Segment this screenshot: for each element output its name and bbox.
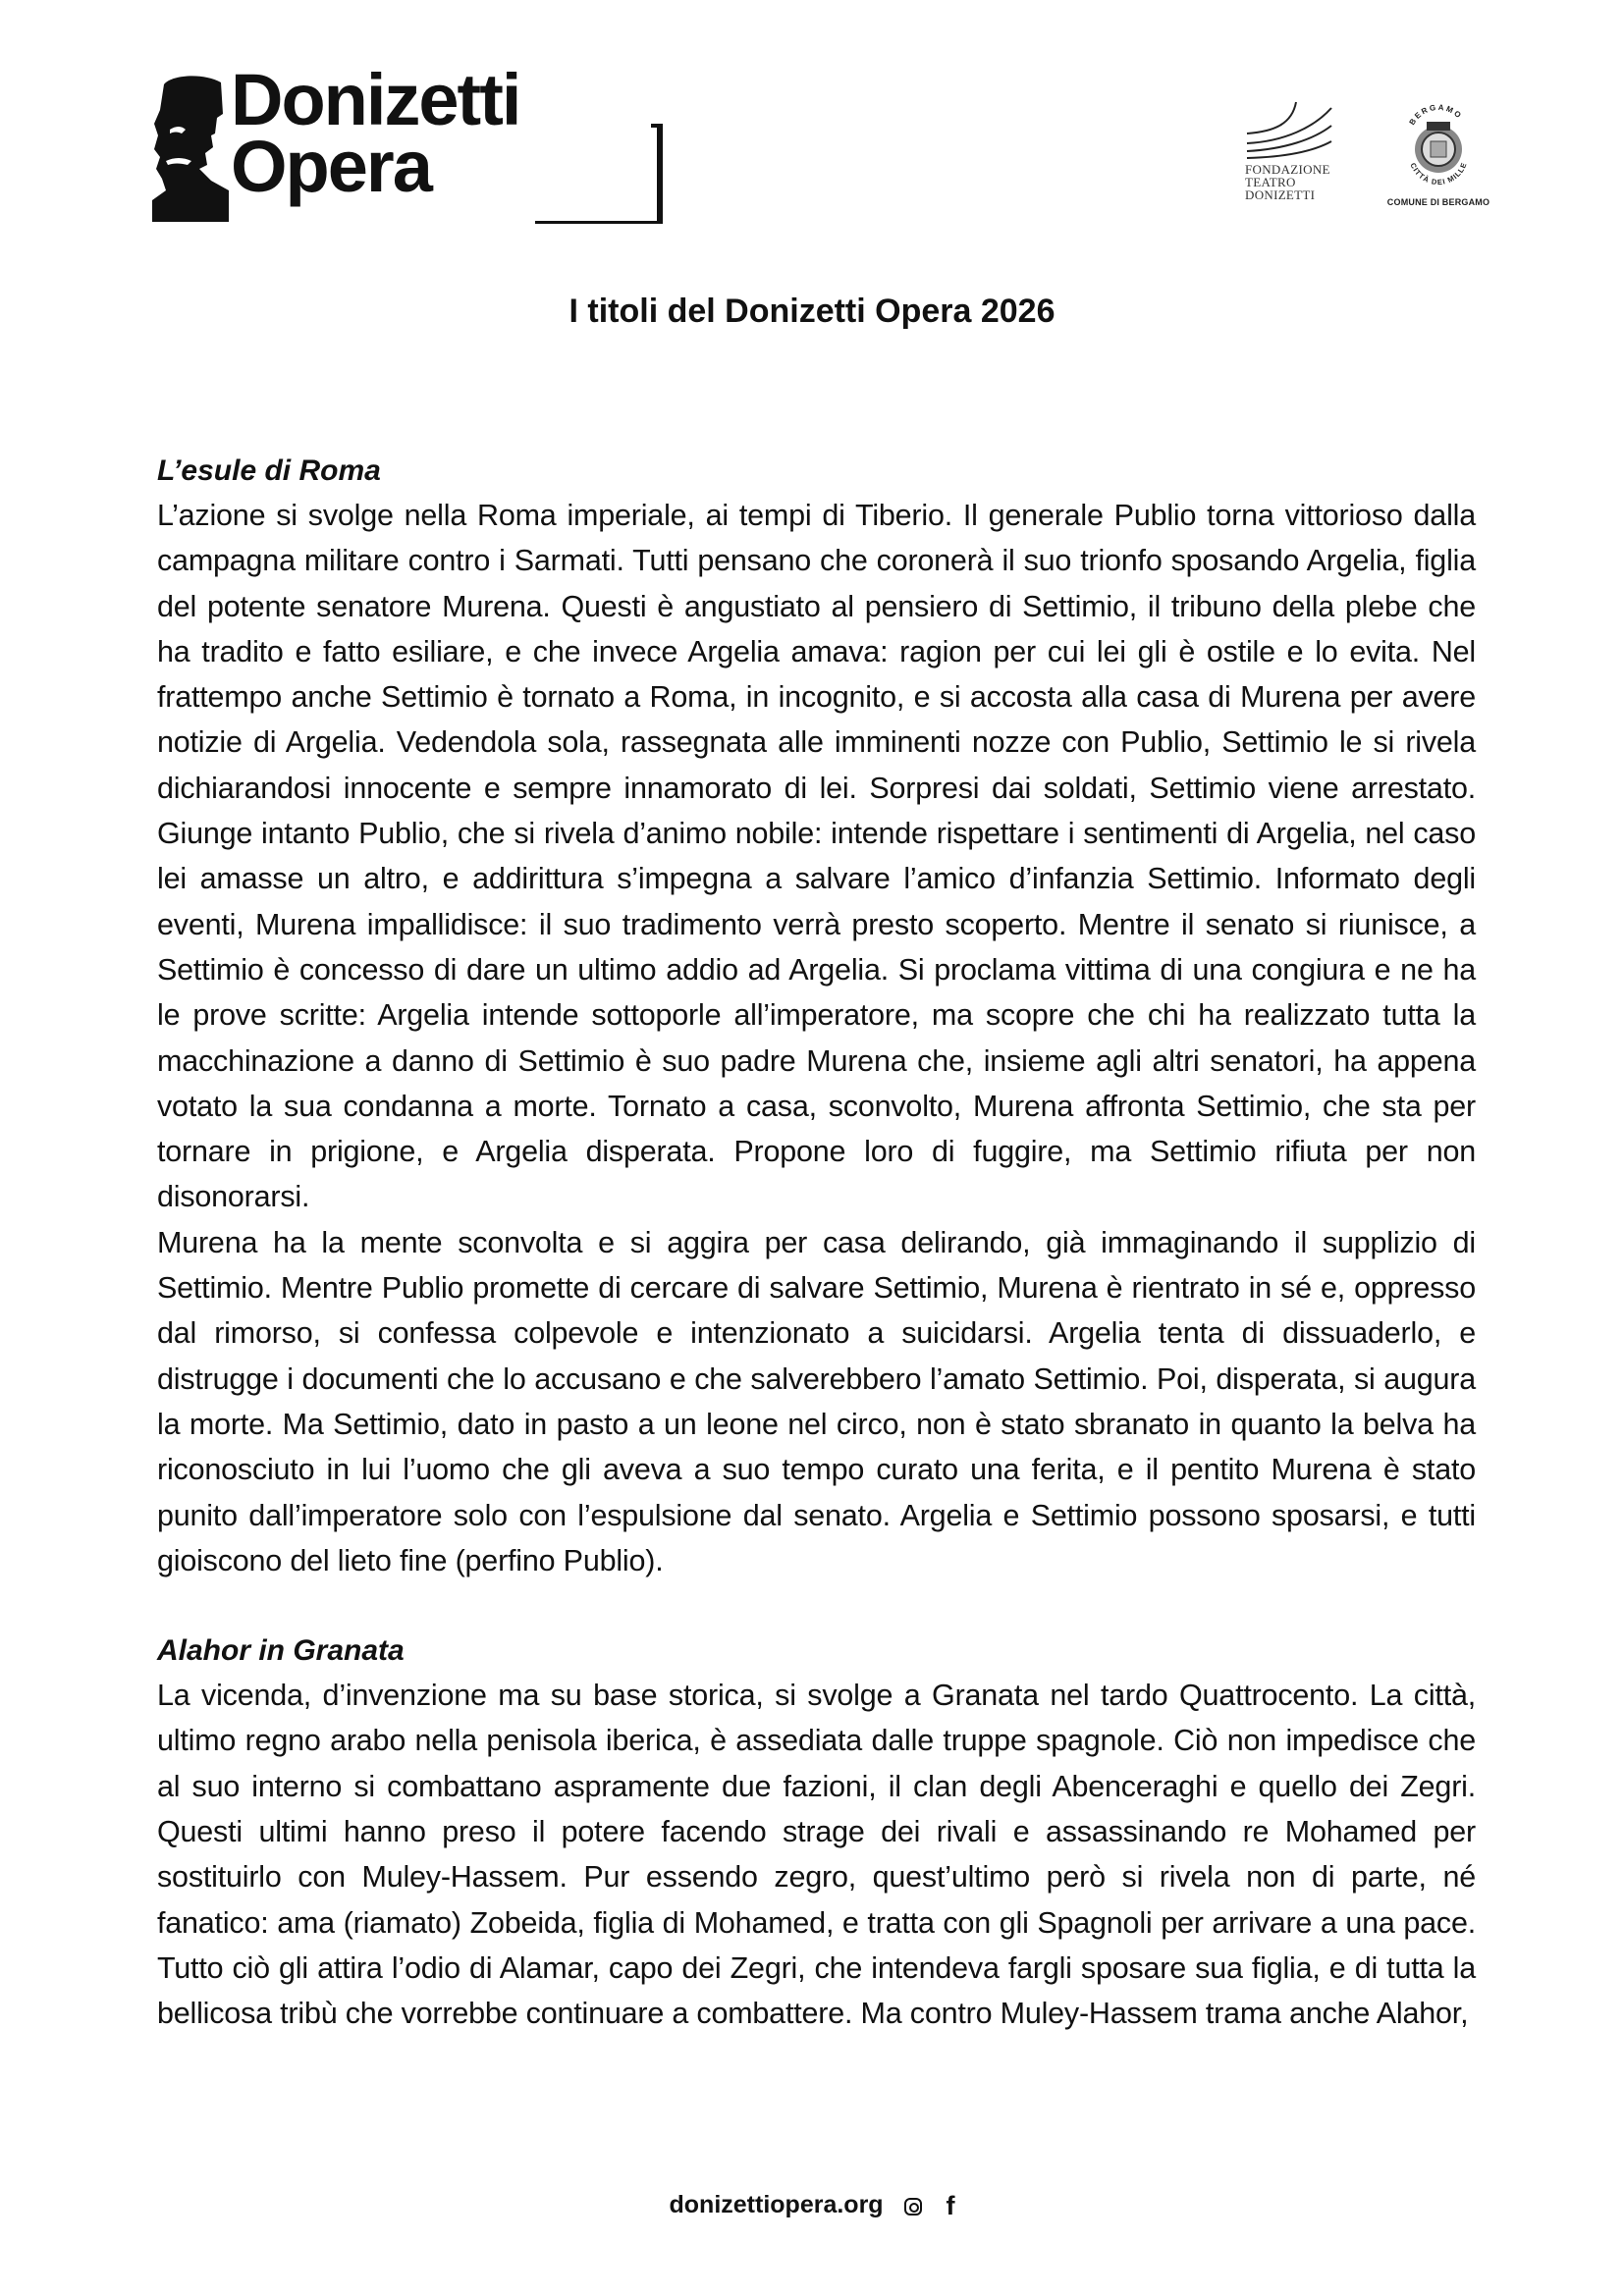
donizetti-portrait-icon bbox=[152, 75, 229, 222]
website-link[interactable]: donizettiopera.org bbox=[669, 2191, 884, 2219]
svg-text:BERGAMO: BERGAMO bbox=[1407, 102, 1465, 128]
paragraph: La vicenda, d’invenzione ma su base storica, si svolge a Granata nel tardo Quattrocento. La città, ultimo regno arabo nella penisola iberica, è assediata dalle truppe spagnole. Ciò non impedisce che al suo interno si combattano aspramente due fazioni, il clan degli Abenceraghi e quello dei Zegri. Questi ultimi hanno preso il potere facendo strage dei rivali e assassinando re Mohamed per sostituirlo con Muley-Hassem. Pur essendo zegro, quest’ultimo però si rivela non di parte, né fanatico: ama (riamato) Zobeida, figlia di Mohamed, e tratta con gli Spagnoli per arrivare a una pace. Tutto ciò gli attira l’odio di Alamar, capo dei Zegri, che intendeva fargli sposare sua figlia, e di tutta la bellicosa tribù che vorrebbe continuare a combattere. Ma contro Muley-Hassem trama anche Alahor, bbox=[157, 1679, 1476, 2031]
paragraph: Murena ha la mente sconvolta e si aggira per casa delirando, già immaginando il supplizio di Settimio. Mentre Publio promette di cercare di salvare Settimio, Murena è rientrato in sé e, oppresso dal rimorso, si confessa colpevole e intenzionato a suicidarsi. Argelia tenta di dissuaderlo, e distrugge i documenti che lo accusano e che salverebbero l’amato Settimio. Poi, disperata, si augura la morte. Ma Settimio, dato in pasto a un leone nel circo, non è stato sbranato in quanto la belva ha riconosciuto in lui l’uomo che gli aveva a suo tempo curato una ferita, e il pentito Murena è stato punito dall’imperatore solo con l’espulsione dal senato. Argelia e Settimio possono sposarsi, e tutti gioiscono del lieto fine (perfino Publio). bbox=[157, 1225, 1476, 1577]
bergamo-crest-icon bbox=[1397, 98, 1480, 188]
fondazione-waves-icon bbox=[1245, 98, 1333, 159]
facebook-icon[interactable]: f bbox=[946, 2191, 955, 2220]
fondazione-teatro-donizetti-logo bbox=[1245, 98, 1343, 214]
section-alahor-in-granata bbox=[157, 1629, 1476, 2036]
page-footer bbox=[0, 2191, 1624, 2221]
paragraph: L’azione si svolge nella Roma imperiale, ai tempi di Tiberio. Il generale Publio torna vittorioso dalla campagna militare contro i Sarmati. Tutti pensano che coronerà il suo trionfo sposando Argelia, figlia del potente senatore Murena. Questi è angustiato al pensiero di Settimio, il tribuno della plebe che ha tradito e fatto esiliare, e che invece Argelia amava: ragion per cui lei gli è ostile e lo evita. Nel frattempo anche Settimio è tornato a Roma, in incognito, e si accosta alla casa di Murena per avere notizie di Argelia. Vedendola sola, rassegnata alle imminenti nozze con Publio, Settimio le si rivela dichiarandosi innocente e sempre innamorato di lei. Sorpresi dai soldati, Settimio viene arrestato. Giunge intanto Publio, che si rivela d’animo nobile: intende rispettare i sentimenti di Argelia, nel caso lei amasse un altro, e addirittura s’impegna a salvare l’amico d’infanzia Settimio. Informato degli eventi, Murena impallidisce: il suo tradimento verrà presto scoperto. Mentre il senato si riunisce, a Settimio è concesso di dare un ultimo addio ad Argelia. Si proclama vittima di una congiura e ne ha le prove scritte: Argelia intende sottoporle all’imperatore, ma scopre che chi ha realizzato tutta la macchinazione a danno di Settimio è suo padre Murena che, insieme agli altri senatori, ha appena votato la sua condanna a morte. Tornato a casa, sconvolto, Murena affronta Settimio, che sta per tornare in prigione, e Argelia disperata. Propone loro di fuggire, ma Settimio rifiuta per non disonorarsi. bbox=[157, 499, 1476, 1214]
section-heading: L’esule di Roma bbox=[157, 454, 381, 487]
donizetti-opera-logo bbox=[152, 59, 520, 229]
logo-bracket bbox=[447, 124, 663, 224]
fondazione-label: FONDAZIONE TEATRO DONIZETTI bbox=[1245, 162, 1330, 202]
svg-text:CITTÀ DEI MILLE: CITTÀ DEI MILLE bbox=[1408, 160, 1469, 187]
instagram-icon[interactable] bbox=[904, 2198, 922, 2216]
social-icons bbox=[904, 2191, 955, 2221]
section-heading: Alahor in Granata bbox=[157, 1634, 405, 1668]
logo-line-opera: Opera bbox=[231, 126, 431, 208]
comune-caption: COMUNE DI BERGAMO bbox=[1386, 197, 1490, 207]
document-body bbox=[157, 449, 1476, 2037]
document-title: I titoli del Donizetti Opera 2026 bbox=[568, 293, 1056, 330]
section-esule-di-roma bbox=[157, 449, 1476, 1583]
logo-line-donizetti: Donizetti bbox=[231, 59, 520, 140]
comune-di-bergamo-logo bbox=[1384, 98, 1492, 214]
